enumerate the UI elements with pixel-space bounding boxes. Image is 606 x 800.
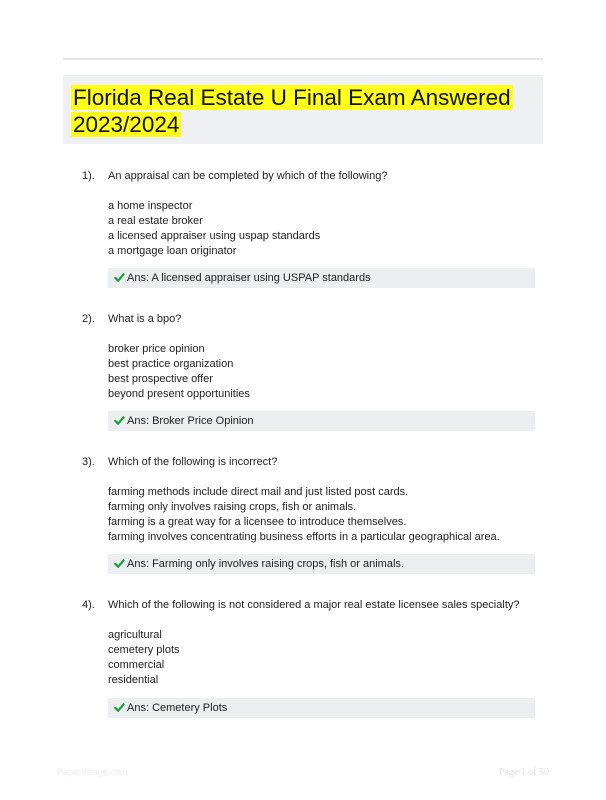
option-item: a licensed appraiser using uspap standards <box>108 230 321 242</box>
option-item: agricultural <box>108 629 162 641</box>
option-list <box>108 342 250 402</box>
answer-box <box>108 268 535 288</box>
question-number: 3). <box>82 456 95 468</box>
answer-text: Ans: Farming only involves raising crops, fish or animals. <box>127 558 404 570</box>
answer-box <box>108 554 535 574</box>
answer-text: Ans: Cemetery Plots <box>127 702 228 714</box>
question-text: Which of the following is not considered a major real estate licensee sales specialty? <box>108 599 520 611</box>
option-item: farming only involves raising crops, fish or animals. <box>108 501 357 513</box>
option-list <box>108 199 320 259</box>
check-icon <box>114 415 125 426</box>
answer-text: Ans: A licensed appraiser using USPAP standards <box>127 272 371 284</box>
option-item: best practice organization <box>108 358 234 370</box>
check-icon <box>114 558 125 569</box>
check-icon <box>114 702 125 713</box>
question-number: 2). <box>82 313 95 325</box>
option-item: farming involves concentrating business efforts in a particular geographical area. <box>108 531 500 543</box>
document-title <box>71 84 521 138</box>
option-item: a mortgage loan originator <box>108 245 237 257</box>
option-item: cemetery plots <box>108 644 180 656</box>
answer-box <box>108 698 535 718</box>
option-list <box>108 485 500 545</box>
footer-watermark: PaperVillage.com <box>57 767 128 777</box>
question-text: What is a bpo? <box>108 313 182 325</box>
option-item: a real estate broker <box>108 215 203 227</box>
check-icon <box>114 272 125 283</box>
question-text: Which of the following is incorrect? <box>108 456 278 468</box>
option-list <box>108 628 180 688</box>
option-item: residential <box>108 674 159 686</box>
option-item: beyond present opportunities <box>108 388 250 400</box>
question-number: 1). <box>82 170 95 182</box>
question-number: 4). <box>82 599 95 611</box>
answer-box <box>108 411 535 431</box>
option-item: farming is a great way for a licensee to introduce themselves. <box>108 516 407 528</box>
page-indicator: Page 1 of 50 <box>498 767 549 778</box>
question-text: An appraisal can be completed by which of the following? <box>108 170 388 182</box>
option-item: broker price opinion <box>108 343 205 355</box>
option-item: best prospective offer <box>108 373 213 385</box>
option-item: a home inspector <box>108 200 193 212</box>
option-item: farming methods include direct mail and just listed post cards. <box>108 486 409 498</box>
top-divider <box>63 58 543 60</box>
option-item: commercial <box>108 659 165 671</box>
answer-text: Ans: Broker Price Opinion <box>127 415 254 427</box>
document-title-text: Florida Real Estate U Final Exam Answered 2023/2024 <box>73 85 511 137</box>
